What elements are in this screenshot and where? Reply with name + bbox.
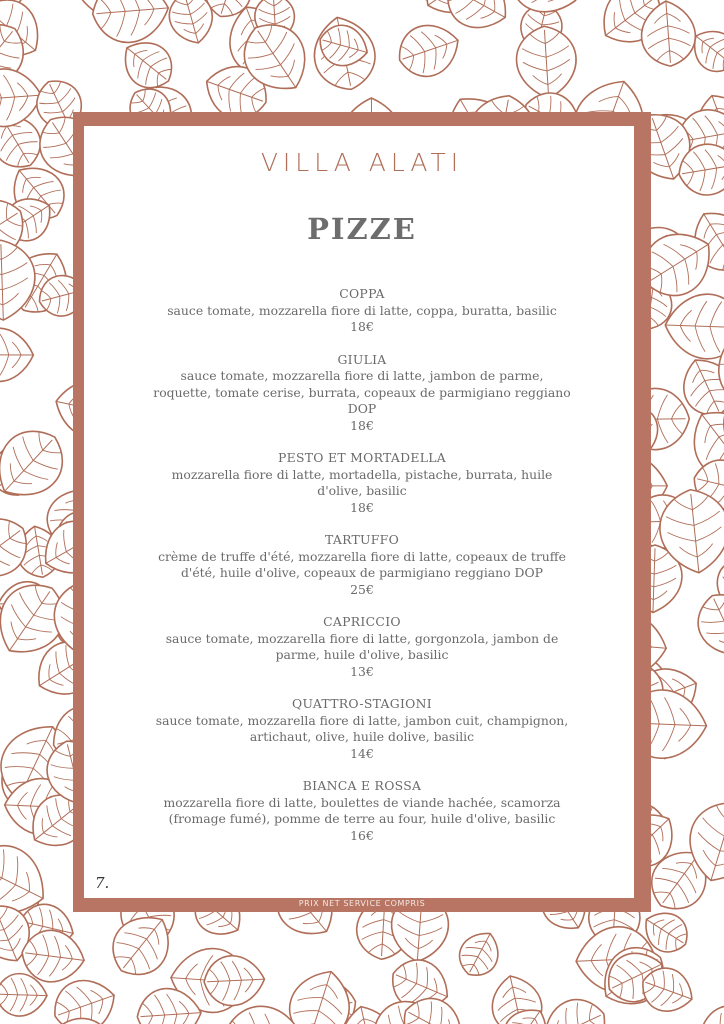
- footer-note: PRIX NET SERVICE COMPRIS: [298, 899, 426, 908]
- menu-list: [150, 286, 574, 860]
- item-description: sauce tomate, mozzarella fiore di latte, jambon cuit, champignon, artichaut, olive, huile dolive, basilic: [155, 712, 569, 744]
- leaf-shape: [164, 0, 219, 49]
- item-name: GIULIA: [337, 351, 387, 367]
- item-description: sauce tomate, mozzarella fiore di latte, gorgonzola, jambon de parme, huile d'olive, basilic: [165, 630, 559, 662]
- leaf-shape: [533, 989, 615, 1024]
- item-price: 14€: [350, 745, 374, 761]
- menu-item: [150, 352, 574, 435]
- item-name: BIANCA E ROSSA: [302, 778, 422, 793]
- leaf-shape: [391, 16, 466, 84]
- menu-item: [150, 778, 574, 844]
- item-name: PESTO ET MORTADELLA: [277, 450, 447, 465]
- leaf-shape: [664, 293, 724, 360]
- leaf-shape: [90, 0, 171, 45]
- item-price: 18€: [350, 417, 374, 433]
- leaf-shape: [688, 584, 724, 666]
- item-price: 16€: [350, 827, 374, 843]
- item-name: CAPRICCIO: [323, 614, 401, 629]
- menu-item: [150, 532, 574, 598]
- item-name: TARTUFFO: [324, 532, 400, 547]
- menu-item: [150, 614, 574, 680]
- leaf-shape: [690, 997, 724, 1024]
- item-description: mozzarella fiore di latte, boulettes de viande hachée, scamorza (fromage fumé), pomme de terre au four, huile d'olive, basilic: [163, 794, 561, 826]
- menu-item: [150, 696, 574, 762]
- item-price: 18€: [350, 499, 374, 515]
- item-description: mozzarella fiore di latte, mortadella, pistache, burrata, huile d'olive, basilic: [171, 466, 553, 498]
- leaf-shape: [0, 66, 43, 128]
- restaurant-name: VILLA ALATI: [260, 148, 464, 177]
- leaf-shape: [0, 328, 34, 382]
- item-price: 25€: [350, 581, 374, 597]
- item-description: crème de truffe d'été, mozzarella fiore di latte, copeaux de truffe d'été, huile d'olive, copeaux de parmigiano reggiano DOP: [158, 548, 566, 580]
- item-description: sauce tomate, mozzarella fiore di latte, coppa, buratta, basilic: [167, 302, 557, 318]
- item-name: COPPA: [339, 286, 385, 301]
- item-price: 13€: [350, 663, 374, 679]
- page-number: 7.: [95, 874, 110, 892]
- item-price: 18€: [350, 319, 374, 334]
- section-title: PIZZE: [307, 212, 417, 246]
- menu-item: [150, 286, 574, 336]
- item-name: QUATTRO-STAGIONI: [292, 696, 432, 711]
- leaf-shape: [452, 925, 507, 984]
- item-description: sauce tomate, mozzarella fiore di latte, jambon de parme, roquette, tomate cerise, burrata, copeaux de parmigiano reggiano DOP: [153, 368, 571, 416]
- menu-item: [150, 450, 574, 516]
